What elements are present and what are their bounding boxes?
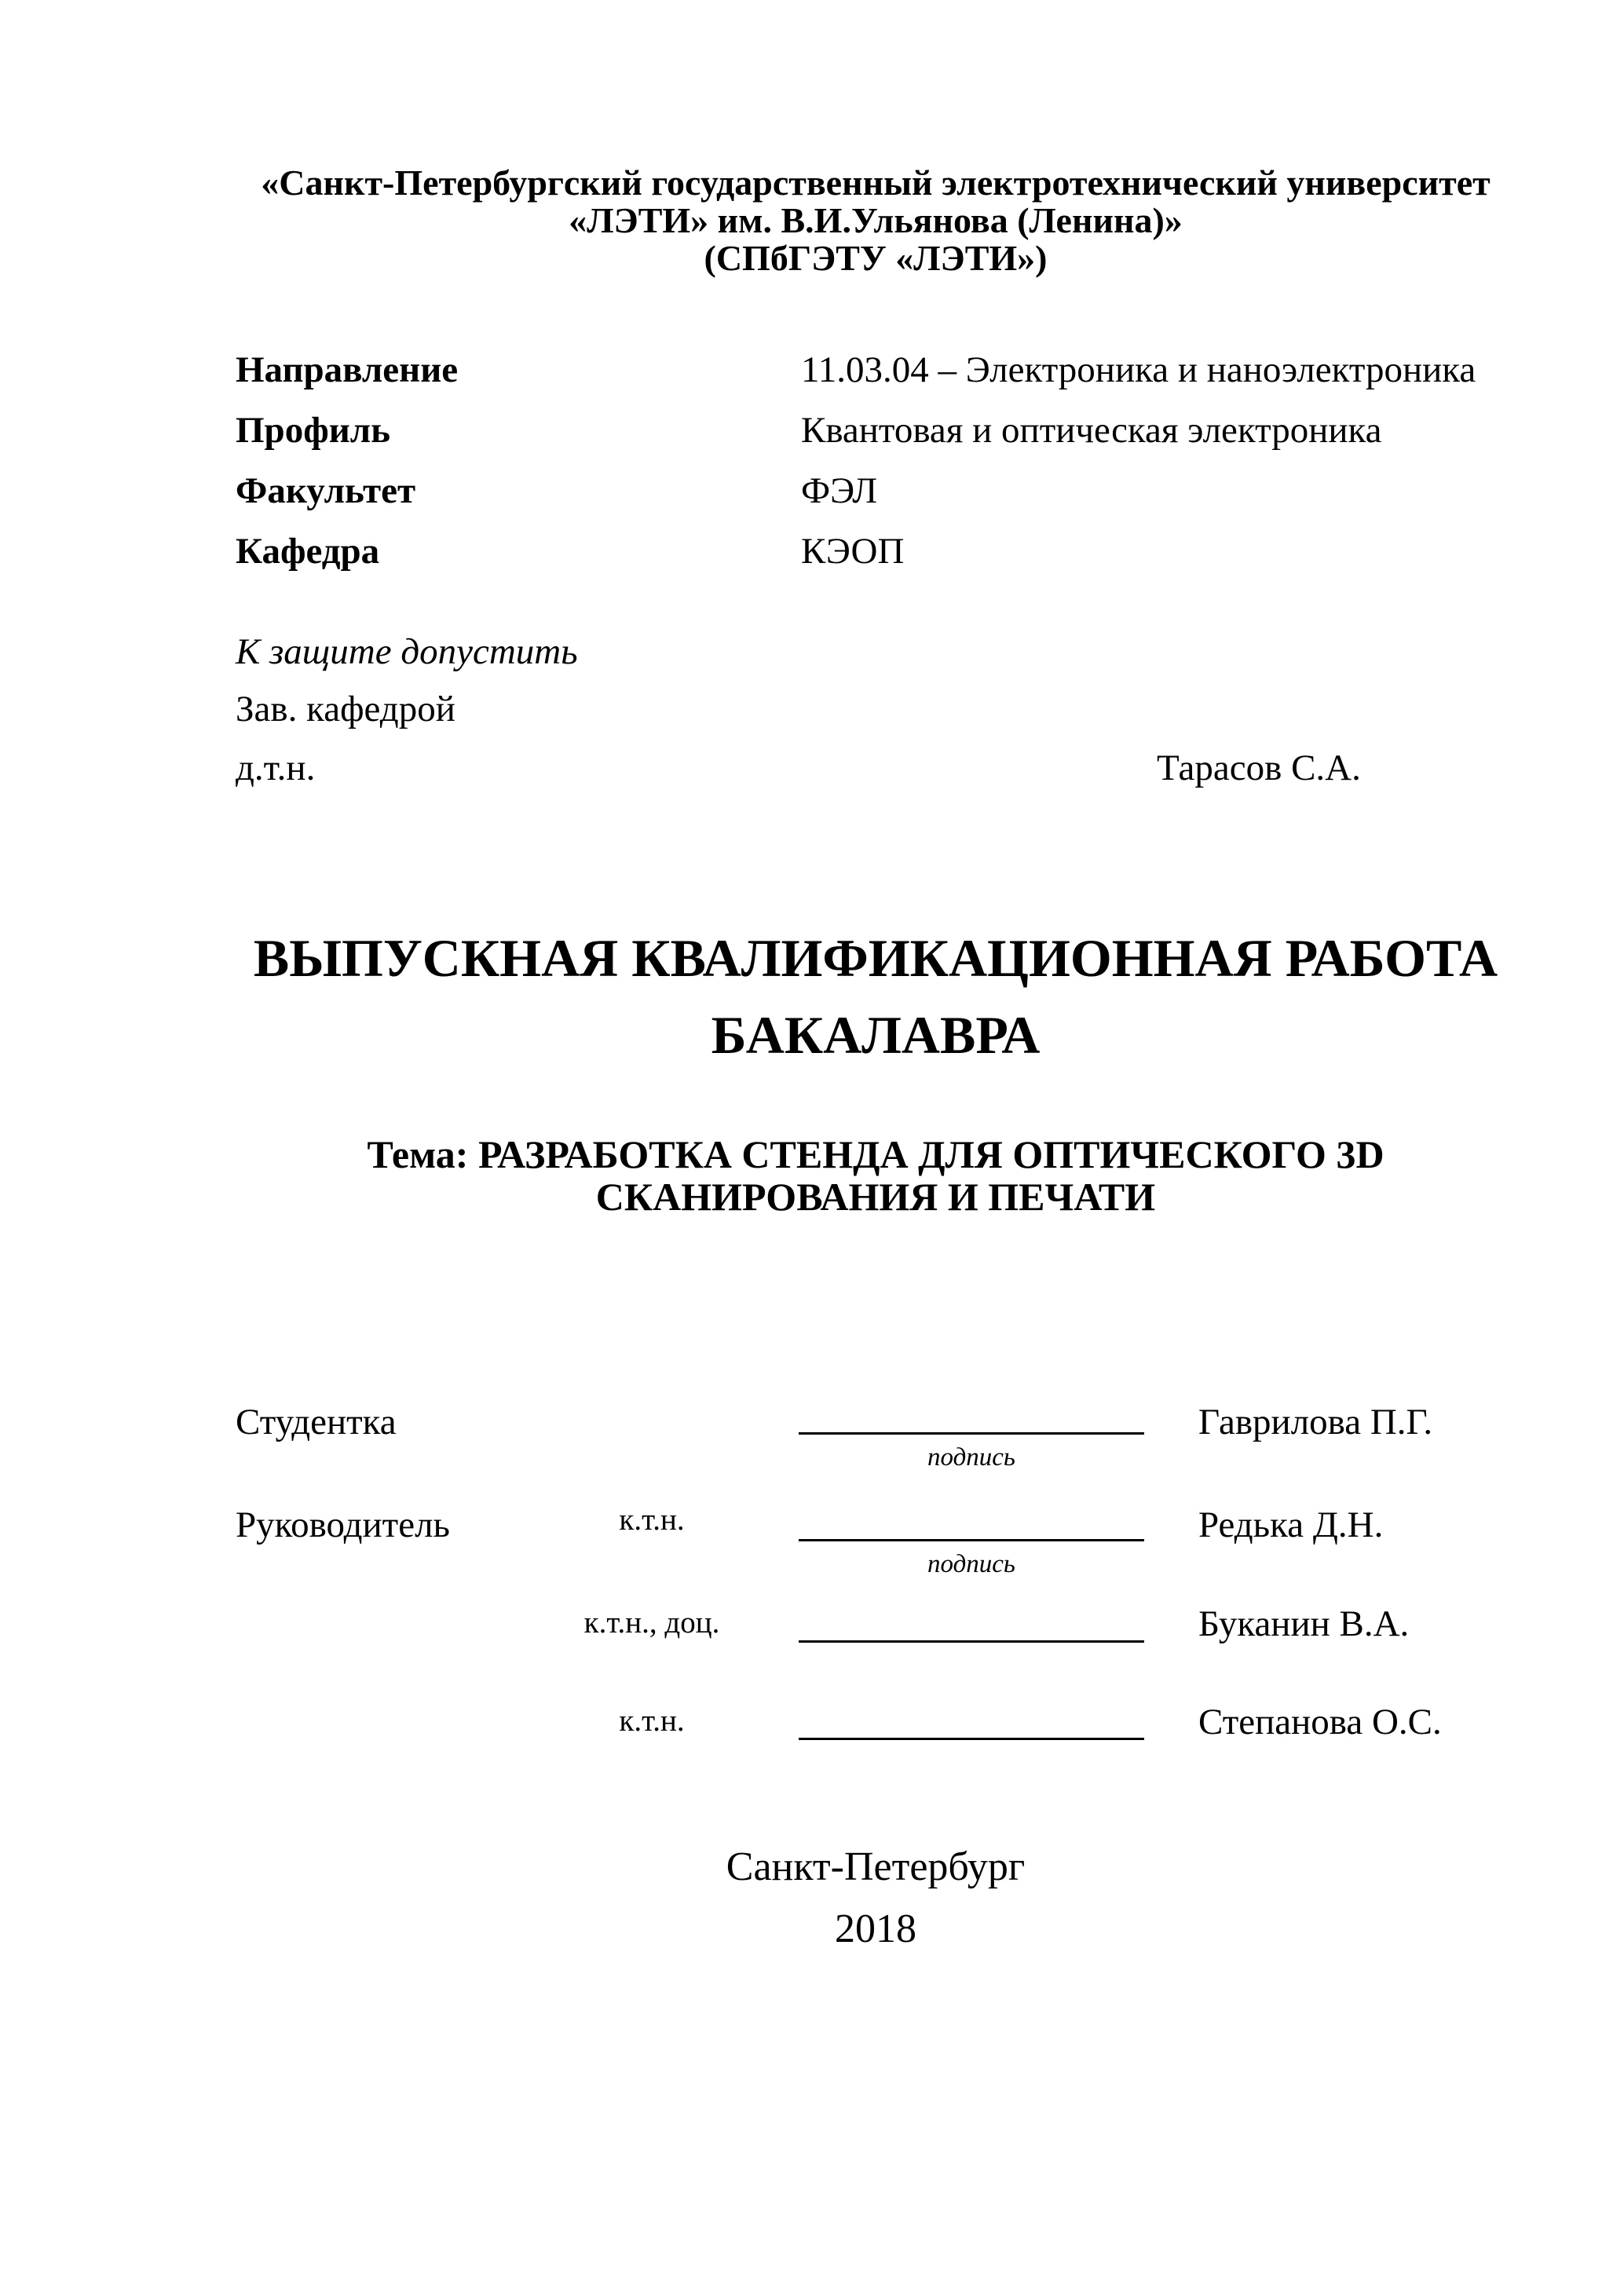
- signature-line: [799, 1640, 1144, 1643]
- university-name-line2: «ЛЭТИ» им. В.И.Ульянова (Ленина)»: [569, 200, 1183, 240]
- footer-city: Санкт-Петербург: [726, 1844, 1026, 1889]
- signature-role: Студентка: [236, 1402, 397, 1442]
- department-head-title: Зав. кафедрой: [236, 689, 455, 729]
- signature-row-consultant-2: [236, 1704, 1516, 1775]
- signature-name: Степанова О.С.: [1198, 1702, 1442, 1742]
- signature-caption: подпись: [927, 1550, 1015, 1578]
- head-name: Тарасов С.А.: [1157, 748, 1361, 788]
- program-value: ФЭЛ: [801, 470, 878, 511]
- signature-name: Буканин В.А.: [1198, 1603, 1410, 1644]
- signature-name: Гаврилова П.Г.: [1198, 1402, 1433, 1442]
- footer-year: 2018: [835, 1907, 916, 1951]
- work-title-line1: ВЫПУСКНАЯ КВАЛИФИКАЦИОННАЯ РАБОТА: [253, 928, 1498, 988]
- topic-line2: СКАНИРОВАНИЯ И ПЕЧАТИ: [595, 1175, 1156, 1219]
- signature-line: [799, 1432, 1144, 1435]
- program-value: КЭОП: [801, 531, 905, 572]
- program-label: Направление: [236, 349, 459, 390]
- university-header: [236, 164, 1516, 277]
- program-row-direction: [236, 349, 1516, 400]
- signature-degree: к.т.н., доц.: [583, 1606, 720, 1640]
- work-title-line2: БАКАЛАВРА: [711, 1005, 1041, 1065]
- signature-row-supervisor: [236, 1503, 1516, 1578]
- program-value: 11.03.04 – Электроника и наноэлектроника: [801, 349, 1476, 390]
- program-row-department: [236, 533, 1516, 582]
- program-value: Квантовая и оптическая электроника: [801, 410, 1382, 451]
- signature-role: Руководитель: [236, 1504, 450, 1545]
- signature-name: Редька Д.Н.: [1198, 1504, 1384, 1545]
- university-name-line1: «Санкт-Петербургский государственный электротехнический университет: [261, 163, 1490, 203]
- program-label: Кафедра: [236, 531, 380, 572]
- signature-line: [799, 1539, 1144, 1541]
- university-name-line3: (СПбГЭТУ «ЛЭТИ»): [704, 238, 1048, 278]
- topic-line1: Тема: РАЗРАБОТКА СТЕНДА ДЛЯ ОПТИЧЕСКОГО 3D: [367, 1132, 1384, 1176]
- signature-caption: подпись: [927, 1443, 1015, 1472]
- signature-row-student: [236, 1404, 1516, 1475]
- program-row-profile: [236, 412, 1516, 461]
- signature-degree: к.т.н.: [619, 1704, 685, 1738]
- head-degree: д.т.н.: [236, 748, 316, 788]
- program-label: Профиль: [236, 410, 391, 451]
- signature-row-consultant-1: [236, 1603, 1516, 1676]
- signature-degree: к.т.н.: [619, 1503, 685, 1537]
- signature-line: [799, 1738, 1144, 1740]
- program-label: Факультет: [236, 470, 416, 511]
- program-row-faculty: [236, 470, 1516, 521]
- department-head-row: [236, 750, 1516, 787]
- admission-note: К защите допустить: [236, 631, 578, 672]
- topic-heading: [236, 1133, 1516, 1218]
